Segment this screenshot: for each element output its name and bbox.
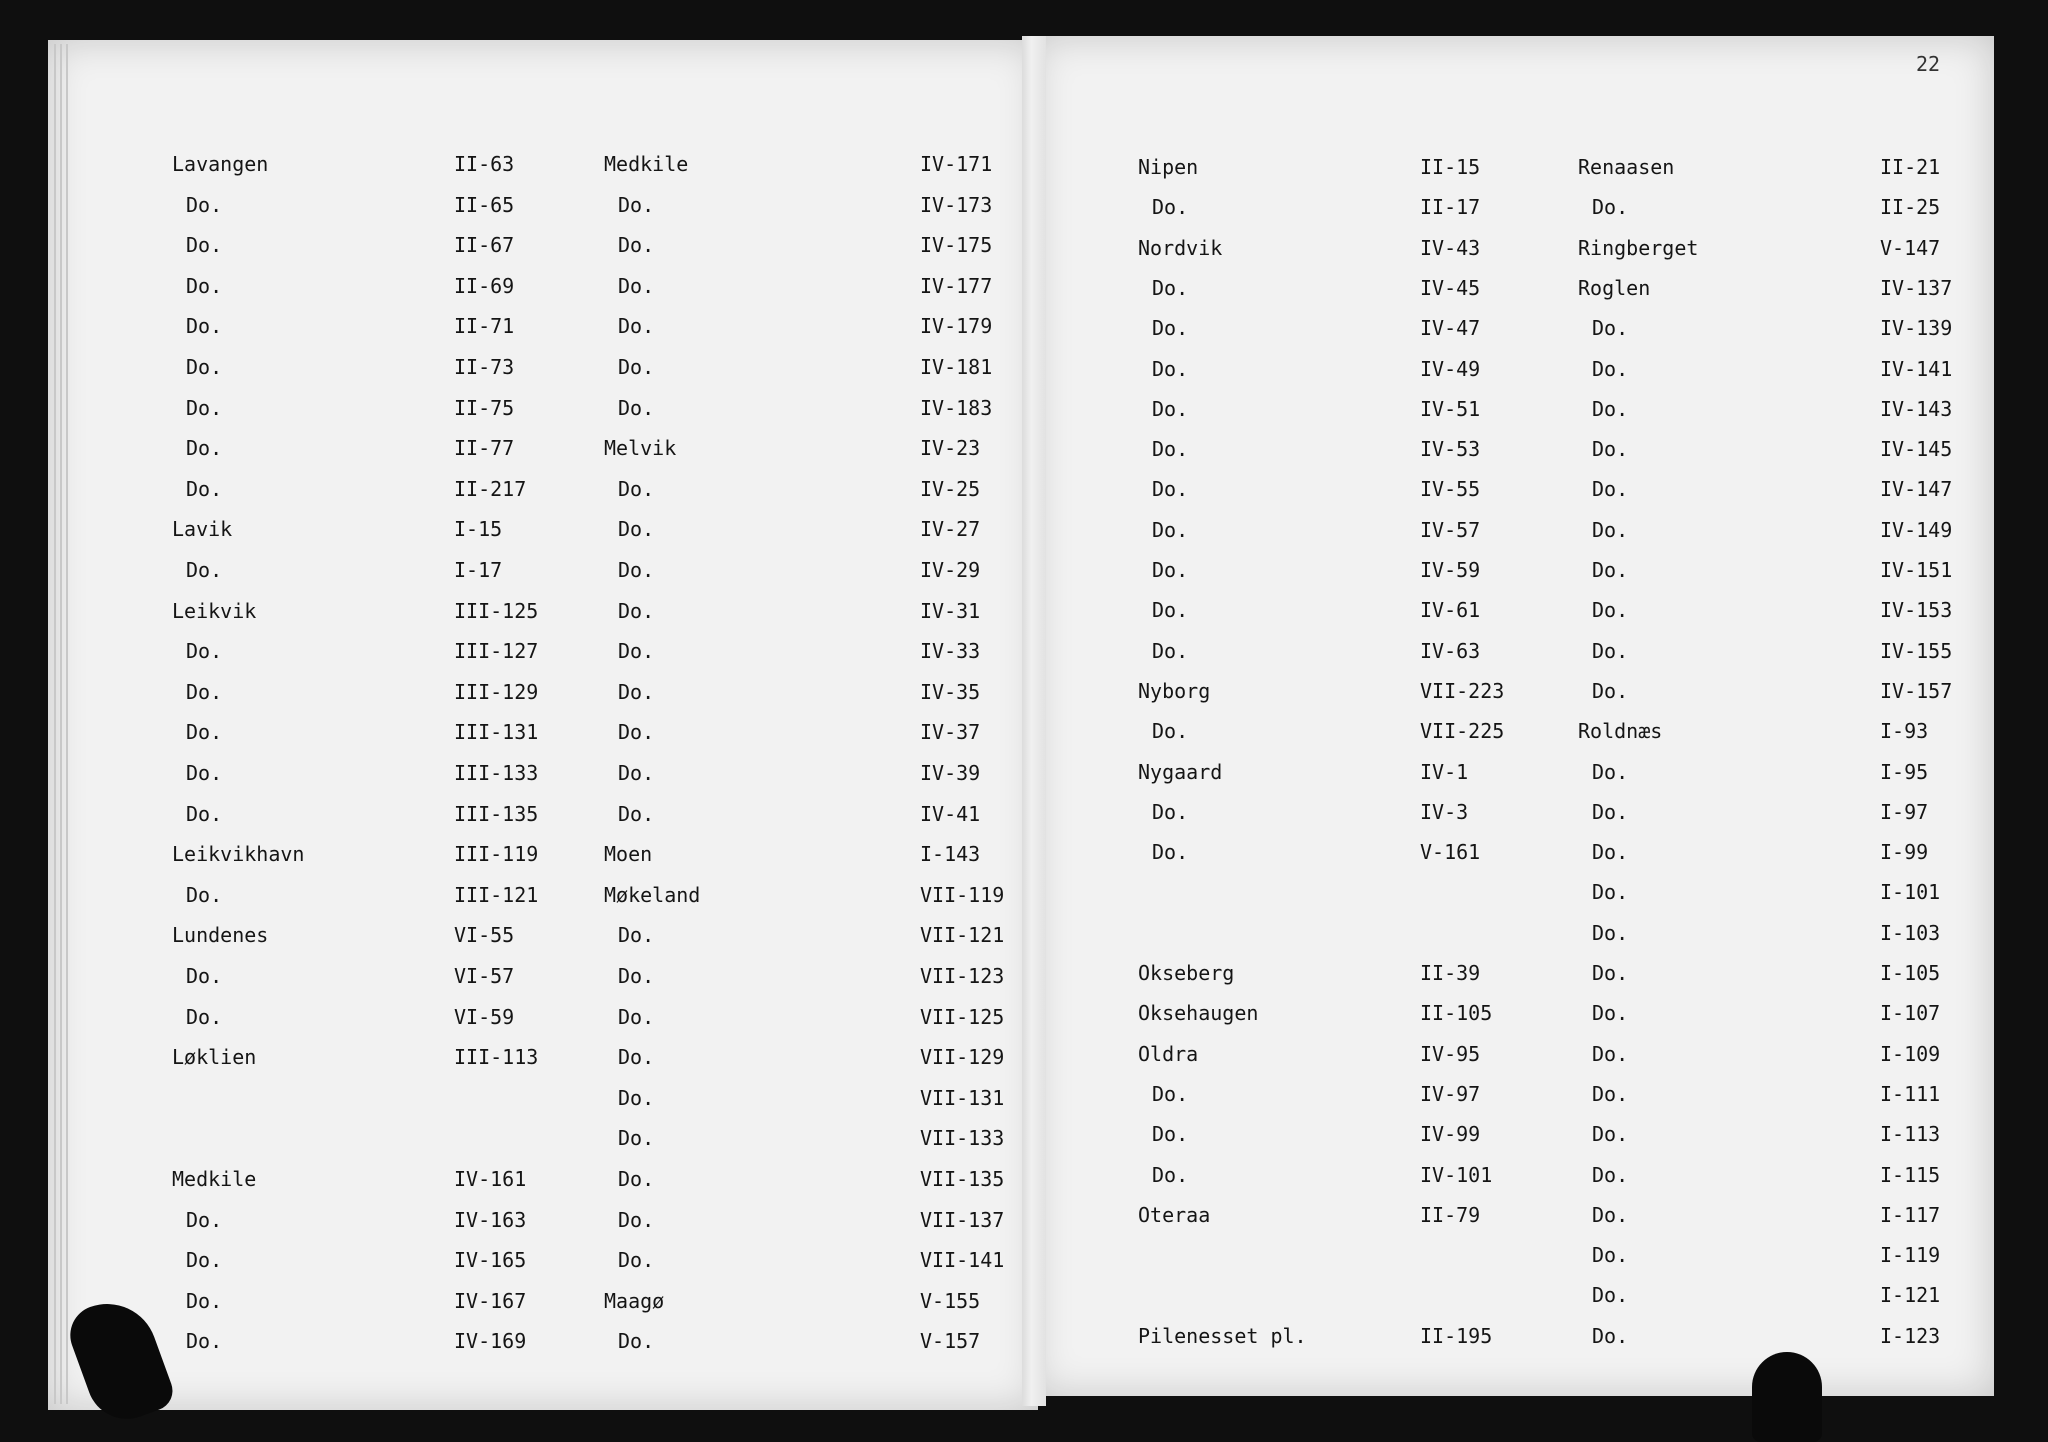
entry-reference: IV-43 bbox=[1420, 235, 1481, 260]
entry-name: Do. bbox=[618, 1329, 655, 1354]
entry-reference: V-161 bbox=[1420, 840, 1481, 865]
entry-name: Do. bbox=[1592, 1122, 1629, 1147]
entry-reference: IV-141 bbox=[1880, 356, 1953, 381]
page-edge-line bbox=[60, 44, 62, 1404]
entry-name: Lavangen bbox=[172, 152, 269, 176]
entry-name: Do. bbox=[186, 1207, 223, 1232]
entry-name: Do. bbox=[618, 1004, 655, 1029]
entry-reference: IV-169 bbox=[454, 1329, 527, 1354]
entry-name: Do. bbox=[618, 598, 655, 623]
entry-reference: IV-171 bbox=[920, 152, 993, 176]
entry-name: Leikvikhavn bbox=[172, 842, 305, 867]
entry-reference: I-101 bbox=[1880, 880, 1941, 905]
entry-reference: III-135 bbox=[454, 801, 539, 826]
entry-name: Do. bbox=[618, 558, 655, 582]
entry-reference: VII-137 bbox=[920, 1207, 1005, 1232]
entry-reference: IV-143 bbox=[1880, 396, 1953, 421]
entry-reference: IV-181 bbox=[920, 355, 993, 379]
page-number: 22 bbox=[1916, 52, 1941, 76]
entry-reference: I-107 bbox=[1880, 1001, 1941, 1026]
entry-reference: IV-3 bbox=[1420, 799, 1469, 824]
entry-reference: IV-39 bbox=[920, 761, 981, 785]
entry-name: Do. bbox=[1592, 356, 1629, 381]
entry-reference: IV-157 bbox=[1880, 678, 1953, 703]
entry-name: Do. bbox=[1152, 437, 1189, 462]
entry-name: Oksehaugen bbox=[1138, 1001, 1259, 1026]
entry-reference: IV-147 bbox=[1880, 477, 1953, 502]
entry-name: Nordvik bbox=[1138, 235, 1223, 260]
entry-reference: IV-163 bbox=[454, 1207, 527, 1232]
entry-reference: IV-97 bbox=[1420, 1081, 1481, 1106]
entry-name: Do. bbox=[186, 233, 223, 258]
entry-reference: IV-61 bbox=[1420, 598, 1481, 623]
entry-reference: IV-45 bbox=[1420, 275, 1481, 300]
entry-name: Do. bbox=[1152, 316, 1189, 341]
entry-name: Do. bbox=[1592, 1041, 1629, 1066]
entry-name: Ringberget bbox=[1578, 235, 1699, 260]
entry-name: Do. bbox=[618, 1207, 655, 1232]
entry-reference: IV-57 bbox=[1420, 517, 1481, 542]
entry-reference: IV-137 bbox=[1880, 275, 1953, 300]
entry-reference: VII-119 bbox=[920, 882, 1005, 907]
entry-reference: I-109 bbox=[1880, 1041, 1941, 1066]
entry-reference: IV-49 bbox=[1420, 356, 1481, 381]
entry-reference: IV-145 bbox=[1880, 437, 1953, 462]
entry-reference: III-133 bbox=[454, 761, 539, 785]
entry-reference: VII-225 bbox=[1420, 719, 1505, 744]
entry-name: Nipen bbox=[1138, 155, 1199, 179]
page-edge-line bbox=[54, 44, 56, 1404]
entry-name: Renaasen bbox=[1578, 155, 1675, 179]
entry-name: Melvik bbox=[604, 436, 677, 461]
entry-reference: I-121 bbox=[1880, 1283, 1941, 1308]
entry-reference: II-21 bbox=[1880, 155, 1941, 179]
entry-name: Lavik bbox=[172, 517, 233, 542]
entry-reference: II-65 bbox=[454, 192, 515, 217]
entry-reference: IV-41 bbox=[920, 801, 981, 826]
entry-reference: II-15 bbox=[1420, 155, 1481, 179]
entry-reference: I-123 bbox=[1880, 1323, 1941, 1348]
entry-name: Do. bbox=[186, 801, 223, 826]
entry-reference: II-67 bbox=[454, 233, 515, 258]
entry-reference: III-131 bbox=[454, 720, 539, 745]
entry-reference: IV-55 bbox=[1420, 477, 1481, 502]
entry-name: Do. bbox=[1152, 356, 1189, 381]
entry-reference: VI-59 bbox=[454, 1004, 515, 1029]
entry-reference: III-121 bbox=[454, 882, 539, 907]
entry-reference: I-103 bbox=[1880, 920, 1941, 945]
entry-name: Do. bbox=[186, 882, 223, 907]
entry-reference: IV-155 bbox=[1880, 638, 1953, 663]
entry-name: Do. bbox=[186, 679, 223, 704]
entry-name: Løklien bbox=[172, 1045, 257, 1070]
entry-name: Do. bbox=[1592, 1001, 1629, 1026]
entry-reference: III-125 bbox=[454, 598, 539, 623]
entry-reference: II-73 bbox=[454, 355, 515, 379]
entry-name: Do. bbox=[186, 964, 223, 988]
entry-name: Do. bbox=[1592, 759, 1629, 784]
entry-name: Do. bbox=[618, 761, 655, 785]
entry-reference: IV-53 bbox=[1420, 437, 1481, 462]
entry-name: Do. bbox=[1592, 638, 1629, 663]
entry-name: Do. bbox=[1592, 1162, 1629, 1187]
entry-reference: VII-131 bbox=[920, 1085, 1005, 1110]
entry-reference: VI-57 bbox=[454, 964, 515, 988]
entry-name: Do. bbox=[618, 233, 655, 258]
entry-reference: IV-173 bbox=[920, 192, 993, 217]
entry-reference: IV-153 bbox=[1880, 598, 1953, 623]
entry-reference: IV-47 bbox=[1420, 316, 1481, 341]
entry-name: Do. bbox=[618, 1167, 655, 1191]
entry-name: Medkile bbox=[172, 1167, 257, 1191]
entry-reference: VII-121 bbox=[920, 923, 1005, 948]
entry-reference: II-77 bbox=[454, 436, 515, 461]
entry-reference: II-25 bbox=[1880, 195, 1941, 220]
entry-reference: IV-149 bbox=[1880, 517, 1953, 542]
entry-name: Leikvik bbox=[172, 598, 257, 623]
entry-name: Do. bbox=[186, 1288, 223, 1313]
entry-name: Medkile bbox=[604, 152, 689, 176]
entry-name: Do. bbox=[618, 355, 655, 379]
entry-name: Okseberg bbox=[1138, 961, 1235, 985]
entry-reference: III-113 bbox=[454, 1045, 539, 1070]
entry-reference: II-79 bbox=[1420, 1202, 1481, 1227]
entry-name: Do. bbox=[186, 720, 223, 745]
entry-reference: I-115 bbox=[1880, 1162, 1941, 1187]
entry-name: Do. bbox=[1152, 719, 1189, 744]
entry-reference: IV-175 bbox=[920, 233, 993, 258]
entry-name: Do. bbox=[618, 1045, 655, 1070]
entry-name: Do. bbox=[1592, 1283, 1629, 1308]
entry-reference: V-157 bbox=[920, 1329, 981, 1354]
entry-name: Do. bbox=[1152, 1081, 1189, 1106]
entry-name: Do. bbox=[1152, 799, 1189, 824]
entry-reference: I-95 bbox=[1880, 759, 1929, 784]
entry-name: Do. bbox=[618, 639, 655, 664]
entry-name: Møkeland bbox=[604, 882, 701, 907]
entry-name: Do. bbox=[1592, 396, 1629, 421]
entry-reference: I-93 bbox=[1880, 719, 1929, 744]
entry-name: Do. bbox=[1152, 396, 1189, 421]
entry-name: Do. bbox=[1592, 598, 1629, 623]
entry-name: Do. bbox=[1592, 1202, 1629, 1227]
entry-name: Do. bbox=[1592, 517, 1629, 542]
entry-name: Do. bbox=[618, 720, 655, 745]
entry-name: Do. bbox=[1592, 961, 1629, 985]
entry-name: Do. bbox=[1152, 1122, 1189, 1147]
entry-name: Do. bbox=[1152, 558, 1189, 582]
entry-reference: IV-33 bbox=[920, 639, 981, 664]
entry-name: Do. bbox=[1592, 880, 1629, 905]
entry-reference: V-155 bbox=[920, 1288, 981, 1313]
entry-name: Do. bbox=[186, 355, 223, 379]
entry-name: Lundenes bbox=[172, 923, 269, 948]
entry-name: Do. bbox=[618, 1085, 655, 1110]
entry-name: Do. bbox=[1152, 1162, 1189, 1187]
entry-reference: I-113 bbox=[1880, 1122, 1941, 1147]
entry-name: Do. bbox=[1592, 437, 1629, 462]
entry-name: Nyborg bbox=[1138, 678, 1211, 703]
page-clip-shadow bbox=[1752, 1352, 1822, 1442]
book-gutter bbox=[1022, 36, 1046, 1406]
entry-name: Do. bbox=[618, 314, 655, 339]
entry-reference: II-17 bbox=[1420, 195, 1481, 220]
entry-name: Oldra bbox=[1138, 1041, 1199, 1066]
entry-name: Do. bbox=[1152, 517, 1189, 542]
entry-name: Do. bbox=[618, 923, 655, 948]
entry-name: Do. bbox=[186, 1004, 223, 1029]
entry-name: Do. bbox=[618, 192, 655, 217]
entry-reference: III-119 bbox=[454, 842, 539, 867]
entry-name: Do. bbox=[618, 964, 655, 988]
entry-reference: VI-55 bbox=[454, 923, 515, 948]
entry-reference: I-119 bbox=[1880, 1243, 1941, 1268]
entry-name: Do. bbox=[1592, 195, 1629, 220]
entry-name: Do. bbox=[1152, 598, 1189, 623]
entry-name: Do. bbox=[618, 517, 655, 542]
entry-name: Roldnæs bbox=[1578, 719, 1663, 744]
entry-reference: VII-129 bbox=[920, 1045, 1005, 1070]
entry-name: Oteraa bbox=[1138, 1202, 1211, 1227]
entry-reference: IV-139 bbox=[1880, 316, 1953, 341]
entry-name: Do. bbox=[186, 1329, 223, 1354]
entry-reference: IV-31 bbox=[920, 598, 981, 623]
entry-reference: IV-51 bbox=[1420, 396, 1481, 421]
entry-name: Do. bbox=[618, 679, 655, 704]
entry-name: Pilenesset pl. bbox=[1138, 1323, 1307, 1348]
entry-name: Do. bbox=[1592, 678, 1629, 703]
entry-name: Do. bbox=[1152, 638, 1189, 663]
entry-reference: III-129 bbox=[454, 679, 539, 704]
entry-name: Do. bbox=[1592, 920, 1629, 945]
entry-name: Do. bbox=[186, 314, 223, 339]
entry-reference: IV-179 bbox=[920, 314, 993, 339]
entry-reference: I-17 bbox=[454, 558, 503, 582]
entry-reference: IV-37 bbox=[920, 720, 981, 745]
entry-name: Do. bbox=[1152, 275, 1189, 300]
entry-name: Do. bbox=[186, 395, 223, 420]
entry-name: Do. bbox=[1152, 840, 1189, 865]
entry-reference: IV-63 bbox=[1420, 638, 1481, 663]
entry-name: Do. bbox=[186, 436, 223, 461]
entry-reference: IV-183 bbox=[920, 395, 993, 420]
entry-reference: II-105 bbox=[1420, 1001, 1493, 1026]
entry-reference: IV-23 bbox=[920, 436, 981, 461]
entry-name: Moen bbox=[604, 842, 653, 867]
entry-name: Maagø bbox=[604, 1288, 665, 1313]
entry-reference: VII-141 bbox=[920, 1248, 1005, 1273]
entry-reference: I-97 bbox=[1880, 799, 1929, 824]
entry-name: Do. bbox=[618, 273, 655, 298]
entry-reference: IV-167 bbox=[454, 1288, 527, 1313]
entry-reference: IV-25 bbox=[920, 476, 981, 501]
entry-name: Do. bbox=[1592, 477, 1629, 502]
entry-name: Do. bbox=[618, 801, 655, 826]
entry-name: Do. bbox=[618, 1248, 655, 1273]
entry-reference: IV-101 bbox=[1420, 1162, 1493, 1187]
entry-name: Nygaard bbox=[1138, 759, 1223, 784]
entry-reference: IV-151 bbox=[1880, 558, 1953, 582]
entry-reference: I-111 bbox=[1880, 1081, 1941, 1106]
entry-reference: IV-27 bbox=[920, 517, 981, 542]
entry-reference: IV-99 bbox=[1420, 1122, 1481, 1147]
page-edge-line bbox=[66, 44, 68, 1404]
entry-reference: IV-29 bbox=[920, 558, 981, 582]
entry-name: Do. bbox=[1592, 1081, 1629, 1106]
entry-reference: VII-133 bbox=[920, 1126, 1005, 1151]
entry-name: Do. bbox=[1152, 195, 1189, 220]
entry-reference: IV-59 bbox=[1420, 558, 1481, 582]
entry-reference: IV-95 bbox=[1420, 1041, 1481, 1066]
entry-name: Do. bbox=[1592, 316, 1629, 341]
entry-name: Roglen bbox=[1578, 275, 1651, 300]
entry-name: Do. bbox=[1152, 477, 1189, 502]
entry-reference: VII-135 bbox=[920, 1167, 1005, 1191]
entry-name: Do. bbox=[1592, 799, 1629, 824]
entry-reference: IV-35 bbox=[920, 679, 981, 704]
entry-name: Do. bbox=[1592, 1323, 1629, 1348]
entry-reference: I-105 bbox=[1880, 961, 1941, 985]
entry-name: Do. bbox=[186, 761, 223, 785]
entry-name: Do. bbox=[618, 395, 655, 420]
entry-reference: I-117 bbox=[1880, 1202, 1941, 1227]
entry-name: Do. bbox=[186, 1248, 223, 1273]
entry-reference: VII-123 bbox=[920, 964, 1005, 988]
entry-reference: I-15 bbox=[454, 517, 503, 542]
entry-reference: IV-165 bbox=[454, 1248, 527, 1273]
entry-name: Do. bbox=[186, 192, 223, 217]
entry-reference: I-99 bbox=[1880, 840, 1929, 865]
entry-reference: II-69 bbox=[454, 273, 515, 298]
entry-name: Do. bbox=[1592, 1243, 1629, 1268]
entry-reference: II-39 bbox=[1420, 961, 1481, 985]
entry-reference: II-63 bbox=[454, 152, 515, 176]
entry-reference: III-127 bbox=[454, 639, 539, 664]
entry-reference: I-143 bbox=[920, 842, 981, 867]
entry-name: Do. bbox=[186, 639, 223, 664]
entry-reference: II-195 bbox=[1420, 1323, 1493, 1348]
entry-reference: VII-125 bbox=[920, 1004, 1005, 1029]
entry-name: Do. bbox=[618, 476, 655, 501]
entry-reference: IV-177 bbox=[920, 273, 993, 298]
entry-name: Do. bbox=[186, 558, 223, 582]
entry-reference: V-147 bbox=[1880, 235, 1941, 260]
entry-name: Do. bbox=[618, 1126, 655, 1151]
entry-reference: II-217 bbox=[454, 476, 527, 501]
entry-name: Do. bbox=[186, 273, 223, 298]
entry-name: Do. bbox=[186, 476, 223, 501]
entry-reference: II-75 bbox=[454, 395, 515, 420]
entry-reference: II-71 bbox=[454, 314, 515, 339]
entry-name: Do. bbox=[1592, 840, 1629, 865]
entry-reference: IV-161 bbox=[454, 1167, 527, 1191]
entry-reference: VII-223 bbox=[1420, 678, 1505, 703]
entry-reference: IV-1 bbox=[1420, 759, 1469, 784]
entry-name: Do. bbox=[1592, 558, 1629, 582]
